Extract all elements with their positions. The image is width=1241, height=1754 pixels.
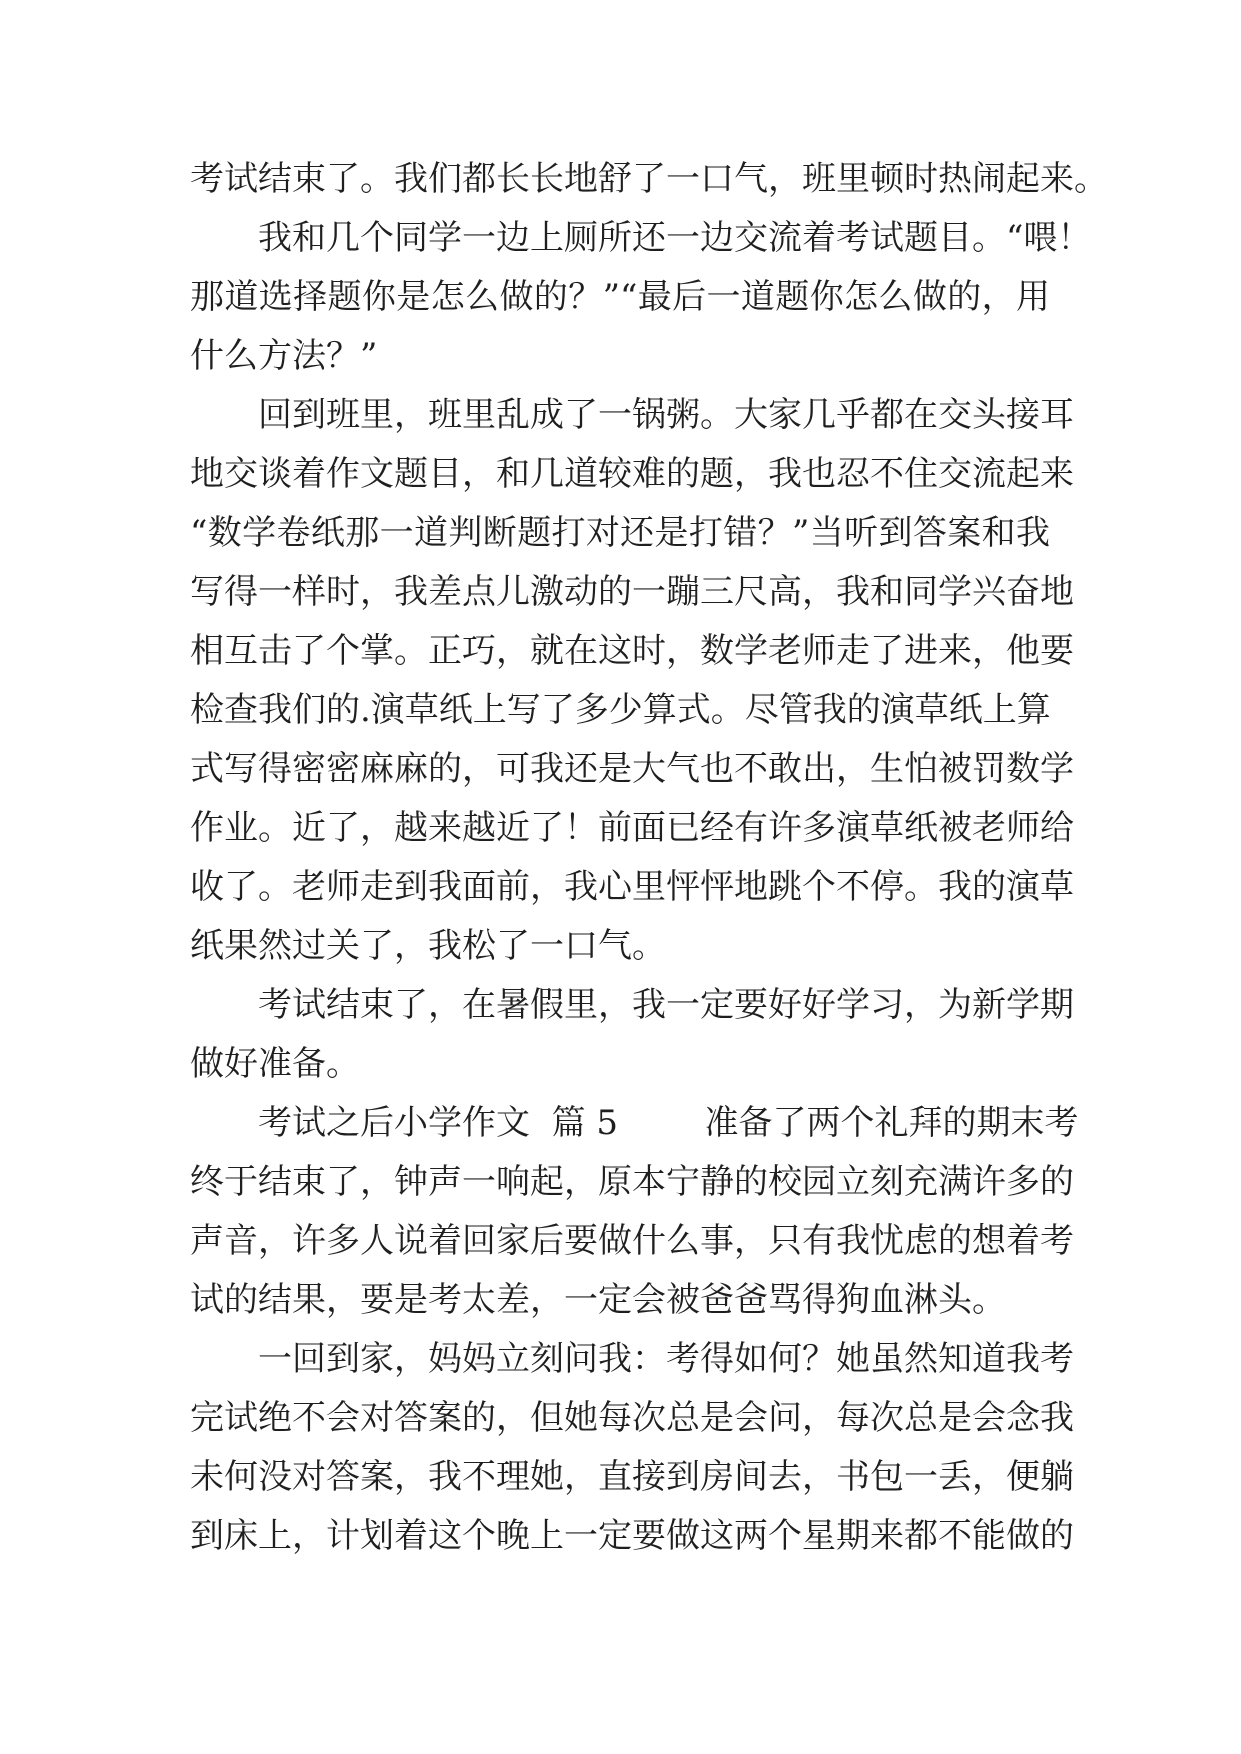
text-line: 地交谈着作文题目，和几道较难的题，我也忍不住交流起来 [190, 454, 1074, 494]
text-line: 作业。近了，越来越近了！前面已经有许多演草纸被老师给 [190, 808, 1074, 848]
text-line: 纸果然过关了，我松了一口气。 [190, 926, 666, 966]
paragraph-3 [190, 386, 1074, 976]
text-line: 完试绝不会对答案的，但她每次总是会问，每次总是会念我 [190, 1398, 1074, 1438]
text-line: 我和几个同学一边上厕所还一边交流着考试题目。“喂！ [258, 218, 1092, 258]
text-line: 一回到家，妈妈立刻问我：考得如何？她虽然知道我考 [258, 1339, 1074, 1379]
paragraph-6 [190, 1330, 1074, 1566]
text-line: 终于结束了，钟声一响起，原本宁静的校园立刻充满许多的 [190, 1162, 1074, 1202]
text-line: 考试之后小学作文 篇 5 准备了两个礼拜的期末考 [258, 1103, 1079, 1143]
text-line: 试的结果，要是考太差，一定会被爸爸骂得狗血淋头。 [190, 1280, 1006, 1320]
text-line: 检查我们的.演草纸上写了多少算式。尽管我的演草纸上算 [190, 690, 1051, 730]
text-line: 写得一样时，我差点儿激动的一蹦三尺高，我和同学兴奋地 [190, 572, 1074, 612]
text-line: 考试结束了。我们都长长地舒了一口气，班里顿时热闹起来。 [190, 159, 1108, 199]
text-line: 到床上，计划着这个晚上一定要做这两个星期来都不能做的 [190, 1516, 1074, 1556]
paragraph-4 [190, 976, 1074, 1094]
text-line: “数学卷纸那一道判断题打对还是打错？”当听到答案和我 [190, 513, 1050, 553]
paragraph-1 [190, 150, 1108, 209]
text-line: 声音，许多人说着回家后要做什么事，只有我忧虑的想着考 [190, 1221, 1074, 1261]
text-line: 那道选择题你是怎么做的？”“最后一道题你怎么做的，用 [190, 277, 1050, 317]
text-line: 做好准备。 [190, 1044, 360, 1084]
paragraph-2 [190, 209, 1092, 386]
text-line: 收了。老师走到我面前，我心里怦怦地跳个不停。我的演草 [190, 867, 1074, 907]
text-line: 回到班里，班里乱成了一锅粥。大家几乎都在交头接耳 [258, 395, 1074, 435]
text-line: 什么方法？” [190, 336, 378, 376]
text-line: 相互击了个掌。正巧，就在这时，数学老师走了进来，他要 [190, 631, 1074, 671]
essay-body [190, 150, 1108, 1566]
paragraph-5 [190, 1094, 1079, 1330]
text-line: 式写得密密麻麻的，可我还是大气也不敢出，生怕被罚数学 [190, 749, 1074, 789]
text-line: 考试结束了，在暑假里，我一定要好好学习，为新学期 [258, 985, 1074, 1025]
text-line: 未何没对答案，我不理她，直接到房间去，书包一丢，便躺 [190, 1457, 1074, 1497]
